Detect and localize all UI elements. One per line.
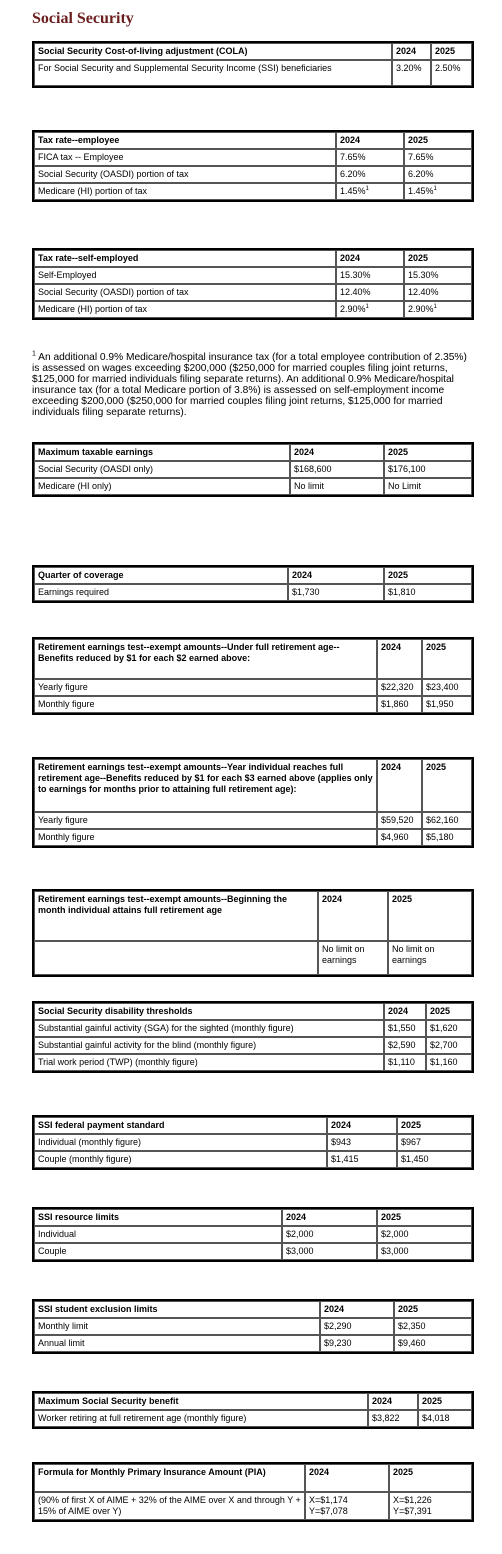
table-header-row bbox=[34, 759, 472, 812]
row-value: $1,550 bbox=[384, 1020, 426, 1037]
row-value: $2,590 bbox=[384, 1037, 426, 1054]
header-year: 2025 bbox=[384, 444, 472, 461]
header-year: 2024 bbox=[290, 444, 384, 461]
header-year: 2024 bbox=[288, 567, 384, 584]
table-row bbox=[34, 941, 472, 975]
row-value: $943 bbox=[327, 1134, 397, 1151]
row-value: $3,000 bbox=[282, 1243, 377, 1260]
header-year: 2025 bbox=[397, 1117, 472, 1134]
table-row bbox=[34, 812, 472, 829]
table-header-row bbox=[34, 444, 472, 461]
row-value: X=$1,226 Y=$7,391 bbox=[389, 1492, 472, 1520]
header-year: 2025 bbox=[394, 1301, 472, 1318]
table-header-row bbox=[34, 43, 472, 60]
footnote-mark: 1 bbox=[32, 350, 36, 358]
row-label: Medicare (HI only) bbox=[34, 478, 290, 495]
row-value: $2,000 bbox=[282, 1226, 377, 1243]
header-label: SSI student exclusion limits bbox=[34, 1301, 320, 1318]
max-benefit-table bbox=[32, 1391, 474, 1429]
row-label: Trial work period (TWP) (monthly figure) bbox=[34, 1054, 384, 1071]
table-row bbox=[34, 284, 472, 301]
ssi-student-exclusion-table bbox=[32, 1299, 474, 1354]
header-label: Maximum Social Security benefit bbox=[34, 1393, 368, 1410]
header-year: 2024 bbox=[368, 1393, 418, 1410]
table-row bbox=[34, 301, 472, 318]
row-label: Yearly figure bbox=[34, 812, 377, 829]
row-value: 1.45%$^1$ bbox=[336, 183, 404, 200]
table-row bbox=[34, 1054, 472, 1071]
tax-employee-table bbox=[32, 130, 474, 202]
row-value: $9,230 bbox=[320, 1335, 394, 1352]
table-row bbox=[34, 183, 472, 200]
row-label: Individual (monthly figure) bbox=[34, 1134, 327, 1151]
table-row bbox=[34, 60, 472, 86]
row-label: Medicare (HI) portion of tax bbox=[34, 183, 336, 200]
header-label: Retirement earnings test--exempt amounts--Beginning the month individual attains full retirement age bbox=[34, 891, 318, 941]
retirement-test-fra-year-table bbox=[32, 757, 474, 848]
table-header-row bbox=[34, 639, 472, 679]
table-row bbox=[34, 1134, 472, 1151]
row-label: Monthly figure bbox=[34, 829, 377, 846]
ssi-payment-standard-table bbox=[32, 1115, 474, 1170]
header-label: Quarter of coverage bbox=[34, 567, 288, 584]
header-year: 2024 bbox=[282, 1209, 377, 1226]
table-row bbox=[34, 584, 472, 601]
footnote-mark: 1 bbox=[365, 304, 369, 310]
table-row bbox=[34, 1492, 472, 1520]
header-year: 2025 bbox=[422, 639, 472, 679]
table-row bbox=[34, 1226, 472, 1243]
table-header-row bbox=[34, 1003, 472, 1020]
row-value: No limit bbox=[290, 478, 384, 495]
row-value: $967 bbox=[397, 1134, 472, 1151]
row-label: Yearly figure bbox=[34, 679, 377, 696]
row-value: No limit on earnings bbox=[318, 941, 388, 975]
header-label: Tax rate--employee bbox=[34, 132, 336, 149]
row-value: $1,950 bbox=[422, 696, 472, 713]
header-year: 2025 bbox=[431, 43, 472, 60]
row-label: Monthly limit bbox=[34, 1318, 320, 1335]
table-row bbox=[34, 696, 472, 713]
footnote-mark: 1 bbox=[433, 304, 437, 310]
table-row bbox=[34, 1318, 472, 1335]
row-value: $1,450 bbox=[397, 1151, 472, 1168]
row-value: $2,290 bbox=[320, 1318, 394, 1335]
row-value: $62,160 bbox=[422, 812, 472, 829]
row-value: $1,110 bbox=[384, 1054, 426, 1071]
quarter-of-coverage-table bbox=[32, 565, 474, 603]
table-row bbox=[34, 267, 472, 284]
header-year: 2024 bbox=[336, 132, 404, 149]
header-year: 2024 bbox=[377, 639, 422, 679]
table-header-row bbox=[34, 891, 472, 941]
header-year: 2024 bbox=[377, 759, 422, 812]
row-value: $3,000 bbox=[377, 1243, 472, 1260]
header-year: 2025 bbox=[426, 1003, 472, 1020]
header-year: 2024 bbox=[336, 250, 404, 267]
row-label: FICA tax -- Employee bbox=[34, 149, 336, 166]
row-value: $3,822 bbox=[368, 1410, 418, 1427]
row-value: $4,960 bbox=[377, 829, 422, 846]
row-value: 15.30% bbox=[336, 267, 404, 284]
row-value: $9,460 bbox=[394, 1335, 472, 1352]
table-header-row bbox=[34, 1464, 472, 1492]
row-value: $4,018 bbox=[418, 1410, 472, 1427]
row-value: No limit on earnings bbox=[388, 941, 472, 975]
header-year: 2024 bbox=[320, 1301, 394, 1318]
table-header-row bbox=[34, 250, 472, 267]
header-label: Retirement earnings test--exempt amounts--Under full retirement age--Benefits reduced by $1 for each $2 earned above: bbox=[34, 639, 377, 679]
header-label: Formula for Monthly Primary Insurance Amount (PIA) bbox=[34, 1464, 305, 1492]
table-row bbox=[34, 1037, 472, 1054]
row-value: $1,415 bbox=[327, 1151, 397, 1168]
table-row bbox=[34, 149, 472, 166]
table-row bbox=[34, 1243, 472, 1260]
tax-self-employed-table bbox=[32, 248, 474, 320]
table-row bbox=[34, 1410, 472, 1427]
header-year: 2025 bbox=[389, 1464, 472, 1492]
header-label: Social Security Cost-of-living adjustment (COLA) bbox=[34, 43, 392, 60]
row-value: X=$1,174 Y=$7,078 bbox=[305, 1492, 389, 1520]
table-header-row bbox=[34, 567, 472, 584]
header-year: 2024 bbox=[305, 1464, 389, 1492]
row-label: For Social Security and Supplemental Security Income (SSI) beneficiaries bbox=[34, 60, 392, 86]
row-label: Self-Employed bbox=[34, 267, 336, 284]
header-year: 2025 bbox=[404, 250, 472, 267]
header-label: SSI federal payment standard bbox=[34, 1117, 327, 1134]
row-value: $2,350 bbox=[394, 1318, 472, 1335]
header-label: Retirement earnings test--exempt amounts--Year individual reaches full retirement age--Benefits reduced by $1 for each $3 earned above (applies only to earnings for months prior to attaining full retirement age): bbox=[34, 759, 377, 812]
table-row bbox=[34, 461, 472, 478]
row-value: $22,320 bbox=[377, 679, 422, 696]
row-value: $168,600 bbox=[290, 461, 384, 478]
header-year: 2025 bbox=[418, 1393, 472, 1410]
row-value: 12.40% bbox=[404, 284, 472, 301]
header-label: Maximum taxable earnings bbox=[34, 444, 290, 461]
footnote-mark: 1 bbox=[433, 186, 437, 192]
header-year: 2025 bbox=[384, 567, 472, 584]
row-label: Substantial gainful activity (SGA) for the sighted (monthly figure) bbox=[34, 1020, 384, 1037]
row-value: 1.45%$^1$ bbox=[404, 183, 472, 200]
row-value: No Limit bbox=[384, 478, 472, 495]
row-value: 2.90%$^1$ bbox=[404, 301, 472, 318]
table-row bbox=[34, 679, 472, 696]
table-header-row bbox=[34, 1393, 472, 1410]
table-header-row bbox=[34, 1117, 472, 1134]
row-label: Earnings required bbox=[34, 584, 288, 601]
ssi-resource-limits-table bbox=[32, 1207, 474, 1262]
retirement-test-under-fra-table bbox=[32, 637, 474, 715]
row-label: (90% of first X of AIME + 32% of the AIME over X and through Y + 15% of AIME over Y) bbox=[34, 1492, 305, 1520]
disability-thresholds-table bbox=[32, 1001, 474, 1073]
footnote-text: An additional 0.9% Medicare/hospital insurance tax (for a total employee contribution of 2.35%) is assessed on wages exceeding $200,000 ($250,000 for married couples filing joint returns, $125,000 for married individuals filing separate returns). An additional 0.9% Medicare/hospital insurance tax (for a total Medicare portion of 3.8%) is assessed on self-employment income exceeding $200,000 ($250,000 for married couples filing joint returns, $125,000 for married individuals filing separate returns). bbox=[32, 352, 467, 418]
row-value: $2,000 bbox=[377, 1226, 472, 1243]
table-row bbox=[34, 166, 472, 183]
table-row bbox=[34, 1335, 472, 1352]
max-taxable-earnings-table bbox=[32, 442, 474, 497]
header-year: 2025 bbox=[377, 1209, 472, 1226]
row-value: 2.50% bbox=[431, 60, 472, 86]
row-value: 2.90%$^1$ bbox=[336, 301, 404, 318]
header-year: 2025 bbox=[404, 132, 472, 149]
header-label: Tax rate--self-employed bbox=[34, 250, 336, 267]
header-year: 2024 bbox=[318, 891, 388, 941]
row-label: Social Security (OASDI only) bbox=[34, 461, 290, 478]
table-row bbox=[34, 1151, 472, 1168]
header-label: SSI resource limits bbox=[34, 1209, 282, 1226]
row-label: Individual bbox=[34, 1226, 282, 1243]
row-label: Social Security (OASDI) portion of tax bbox=[34, 284, 336, 301]
row-label bbox=[34, 941, 318, 975]
table-header-row bbox=[34, 1301, 472, 1318]
row-label: Worker retiring at full retirement age (monthly figure) bbox=[34, 1410, 368, 1427]
row-value: 6.20% bbox=[336, 166, 404, 183]
row-value: 3.20% bbox=[392, 60, 431, 86]
page-title: Social Security bbox=[32, 10, 134, 27]
table-row bbox=[34, 1020, 472, 1037]
row-value: $176,100 bbox=[384, 461, 472, 478]
row-label: Couple (monthly figure) bbox=[34, 1151, 327, 1168]
row-value: $1,620 bbox=[426, 1020, 472, 1037]
row-value: $23,400 bbox=[422, 679, 472, 696]
row-value: 12.40% bbox=[336, 284, 404, 301]
row-value: $1,860 bbox=[377, 696, 422, 713]
row-label: Annual limit bbox=[34, 1335, 320, 1352]
row-value: $2,700 bbox=[426, 1037, 472, 1054]
table-header-row bbox=[34, 132, 472, 149]
row-value: $1,160 bbox=[426, 1054, 472, 1071]
footnote bbox=[32, 352, 477, 418]
row-label: Substantial gainful activity for the blind (monthly figure) bbox=[34, 1037, 384, 1054]
header-year: 2025 bbox=[388, 891, 472, 941]
pia-formula-table bbox=[32, 1462, 474, 1522]
retirement-test-after-fra-table bbox=[32, 889, 474, 977]
row-value: 7.65% bbox=[404, 149, 472, 166]
header-year: 2024 bbox=[392, 43, 431, 60]
row-value: $5,180 bbox=[422, 829, 472, 846]
header-year: 2024 bbox=[327, 1117, 397, 1134]
header-year: 2024 bbox=[384, 1003, 426, 1020]
header-year: 2025 bbox=[422, 759, 472, 812]
row-label: Monthly figure bbox=[34, 696, 377, 713]
row-value: 7.65% bbox=[336, 149, 404, 166]
row-value: $1,810 bbox=[384, 584, 472, 601]
table-row bbox=[34, 478, 472, 495]
row-label: Social Security (OASDI) portion of tax bbox=[34, 166, 336, 183]
cola-table bbox=[32, 41, 474, 88]
row-value: $59,520 bbox=[377, 812, 422, 829]
row-label: Couple bbox=[34, 1243, 282, 1260]
table-row bbox=[34, 829, 472, 846]
row-value: 6.20% bbox=[404, 166, 472, 183]
row-value: 15.30% bbox=[404, 267, 472, 284]
row-label: Medicare (HI) portion of tax bbox=[34, 301, 336, 318]
header-label: Social Security disability thresholds bbox=[34, 1003, 384, 1020]
footnote-mark: 1 bbox=[365, 186, 369, 192]
row-value: $1,730 bbox=[288, 584, 384, 601]
table-header-row bbox=[34, 1209, 472, 1226]
